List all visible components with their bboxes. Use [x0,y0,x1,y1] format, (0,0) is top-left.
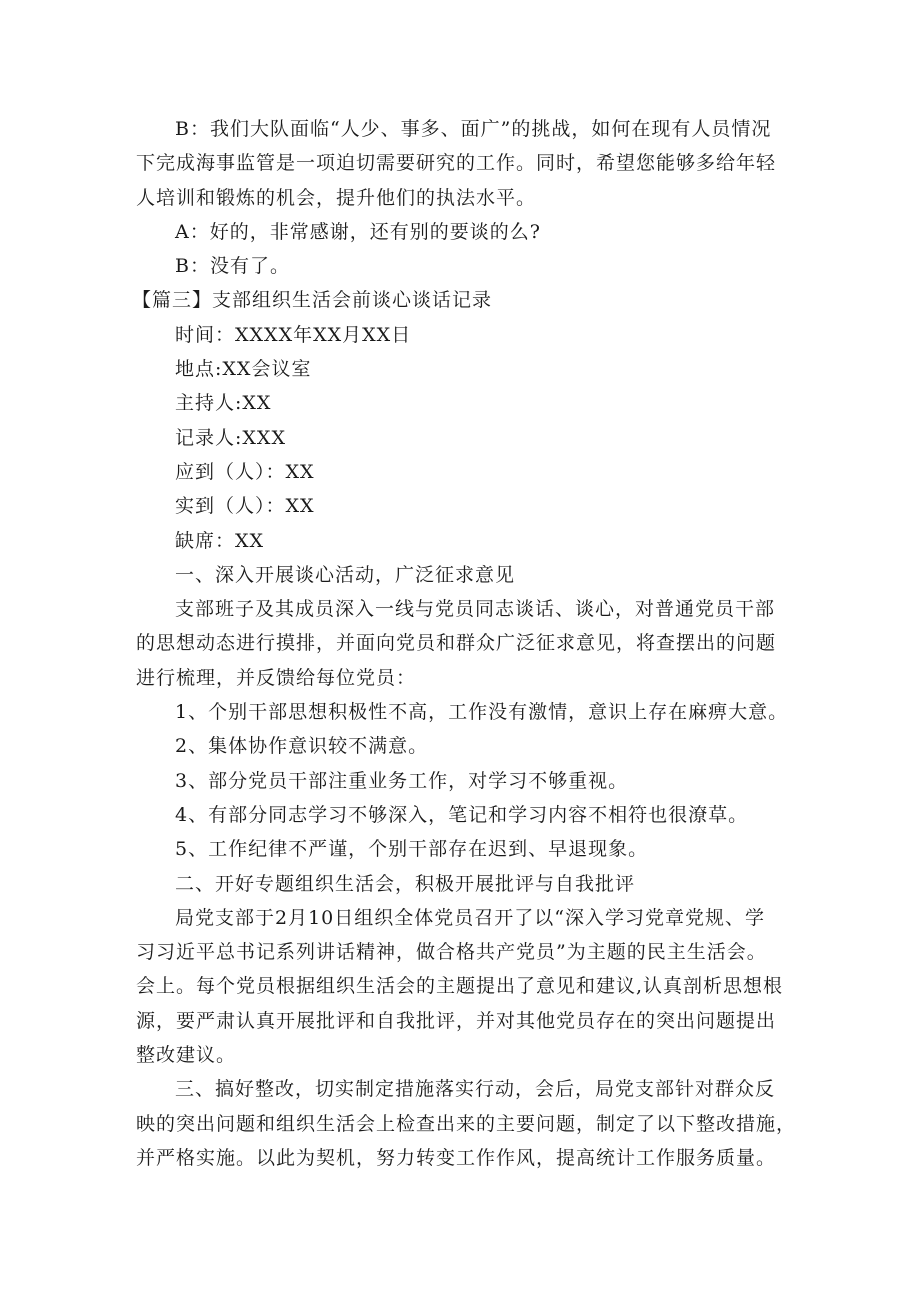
list-item: 5、工作纪律不严谨，个别干部存在迟到、早退现象。 [175,838,649,861]
paragraph-line: 进行梳理，并反馈给每位党员： [136,666,417,689]
paragraph-line: 会上。每个党员根据组织生活会的主题提出了意见和建议,认真剖析思想根 [136,975,784,998]
meta-host: 主持人:XX [175,392,272,415]
paragraph-line: 下完成海事监管是一项迫切需要研究的工作。同时，希望您能够多给年轻 [136,152,777,175]
list-item: 3、部分党员干部注重业务工作，对学习不够重视。 [175,769,629,792]
paragraph-line: 局党支部于2月10日组织全体党员召开了以“深入学习党章党规、学 [175,906,765,929]
paragraph-line: B：没有了。 [175,255,290,278]
document-body [132,112,797,1175]
paragraph-line: 的思想动态进行摸排，并面向党员和群众广泛征求意见，将查摆出的问题 [136,632,777,655]
list-item: 1、个别干部思想积极性不高，工作没有激情，意识上存在麻痹大意。 [175,701,789,724]
section-heading: 【篇三】支部组织生活会前谈心谈话记录 [132,289,493,312]
list-item: 2、集体协作意识较不满意。 [175,735,429,758]
paragraph-line: A：好的，非常感谢，还有别的要谈的么? [175,220,541,243]
paragraph-line: 整改建议。 [136,1044,237,1067]
meta-recorder: 记录人:XXX [175,426,286,449]
meta-absent: 缺席：XX [175,529,265,552]
paragraph-line: 并严格实施。以此为契机，努力转变工作作风，提高统计工作服务质量。 [136,1146,777,1169]
paragraph-line: 源，要严肃认真开展批评和自我批评，并对其他党员存在的突出问题提出 [136,1009,777,1032]
subheading: 一、深入开展谈心活动，广泛征求意见 [175,563,516,586]
paragraph-line: 人培训和锻炼的机会，提升他们的执法水平。 [136,186,537,209]
meta-expected: 应到（人）：XX [175,460,315,483]
paragraph-line: 习习近平总书记系列讲话精神，做合格共产党员”为主题的民主生活会。 [136,941,767,964]
paragraph-line: B：我们大队面临“人少、事多、面广”的挑战，如何在现有人员情况 [175,118,772,140]
paragraph-line: 三、搞好整改，切实制定措施落实行动，会后，局党支部针对群众反 [175,1078,776,1101]
paragraph-line: 映的突出问题和组织生活会上检查出来的主要问题，制定了以下整改措施， [136,1112,797,1135]
meta-time: 时间：XXXX年XX月XX日 [175,323,412,346]
paragraph-line: 支部班子及其成员深入一线与党员同志谈话、谈心，对普通党员干部 [175,598,776,621]
list-item: 4、有部分同志学习不够深入，笔记和学习内容不相符也很潦草。 [175,803,749,826]
subheading: 二、开好专题组织生活会，积极开展批评与自我批评 [175,872,636,895]
meta-actual: 实到（人）：XX [175,495,315,518]
meta-location: 地点:XX会议室 [175,358,312,381]
